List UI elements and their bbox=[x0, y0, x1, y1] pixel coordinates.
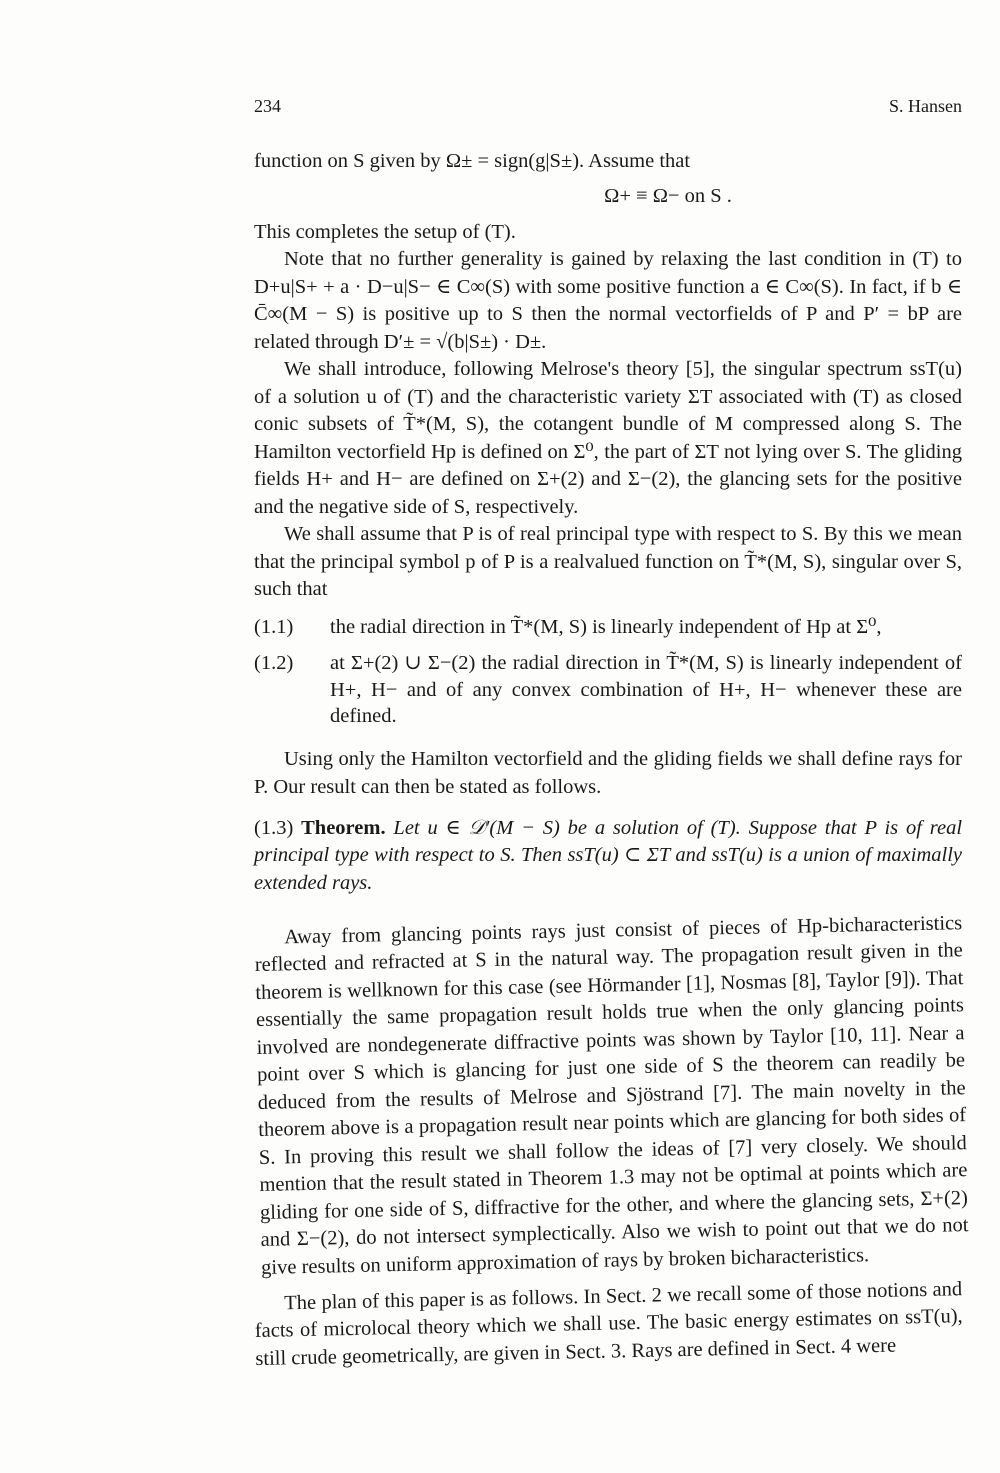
paragraph: This completes the setup of (T). bbox=[254, 220, 516, 243]
theorem bbox=[254, 815, 962, 897]
condition-text: at Σ+(2) ∪ Σ−(2) the radial direction in T̃*(M, S) is linearly independent of H+, H− and of any convex combination of H+, H− whenever these are defined. bbox=[330, 652, 962, 728]
theorem-title: Theorem. bbox=[301, 817, 386, 839]
condition-1-2 bbox=[254, 650, 962, 730]
paragraph: The plan of this paper is as follows. In Sect. 2 we recall some of those notions and facts of microlocal theory which we shall use. The basic energy estimates on ssT(u), still crude geometrically, are given in Sect. 3. Rays are defined in Sect. 4 were bbox=[254, 1277, 963, 1370]
running-head: S. Hansen bbox=[889, 96, 962, 116]
theorem-number: (1.3) bbox=[254, 817, 294, 839]
theorem-text: Let u ∈ 𝒟′(M − S) be a solution of (T). Suppose that P is of real principal type with respect to S. Then ssT(u) ⊂ ΣT and ssT(u) is a union of maximally extended rays. bbox=[254, 817, 963, 894]
body-text bbox=[254, 148, 969, 1373]
paragraph: Away from glancing points rays just consist of pieces of Hp-bicharacteristics reflected and refracted at S in the natural way. The propagation result given in the theorem is wellknown for this case (see Hörmander [1], Nosmas [8], Taylor [9]). That essentially the same propagation result holds true when the only glancing points involved are nondegenerate diffractive points was shown by Taylor [10, 11]. Near a point over S which is glancing for just one side of S the theorem can readily be deduced from the results of Melrose and Sjöstrand [7]. The main novelty in the theorem above is a propagation result near points which are glancing for both sides of S. In proving this result we shall follow the ideas of [7] very closely. We should mention that the result stated in Theorem 1.3 may not be optimal at points which are gliding for one side of S, diffractive for the other, and where the glancing sets, Σ+(2) and Σ−(2), do not intersect symplectically. Also we wish to point out that we do not give results on uniform approximation of rays by broken bicharacteristics. bbox=[254, 912, 969, 1279]
paragraph: Using only the Hamilton vectorfield and the gliding fields we shall define rays for P. Our result can then be stated as follows. bbox=[254, 748, 962, 798]
paragraph: We shall assume that P is of real principal type with respect to S. By this we mean that the principal symbol p of P is a realvalued function on T̃*(M, S), singular over S, such that bbox=[254, 523, 962, 601]
paragraph: Note that no further generality is gained by relaxing the last condition in (T) to D+u|S+ + a · D−u|S− ∈ C∞(S) with some positive function a ∈ C∞(S). In fact, if b ∈ C̄∞(M − S) is positive up to S then the normal vectorfields of P and P′ = bP are related through D′± = √(b|S±) · D±. bbox=[254, 248, 962, 353]
condition-label: (1.2) bbox=[254, 652, 294, 675]
equation: Ω+ ≡ Ω− on S . bbox=[604, 185, 732, 208]
condition-1-1 bbox=[254, 614, 962, 641]
page-header bbox=[254, 96, 962, 126]
paragraph: function on S given by Ω± = sign(g|S±). Assume that bbox=[254, 150, 691, 172]
condition-label: (1.1) bbox=[254, 615, 294, 638]
condition-text: the radial direction in T̃*(M, S) is linearly independent of Hp at Σ⁰, bbox=[330, 615, 882, 638]
page-number: 234 bbox=[254, 96, 281, 116]
paragraph: We shall introduce, following Melrose's theory [5], the singular spectrum ssT(u) of a solution u of (T) and the characteristic variety ΣT associated with (T) as closed conic subsets of T̃*(M, S), the cotangent bundle of M compressed along S. The Hamilton vectorfield Hp is defined on Σ⁰, the part of ΣT not lying over S. The gliding fields H+ and H− are defined on Σ+(2) and Σ−(2), the glancing sets for the positive and the negative side of S, respectively. bbox=[254, 358, 962, 518]
